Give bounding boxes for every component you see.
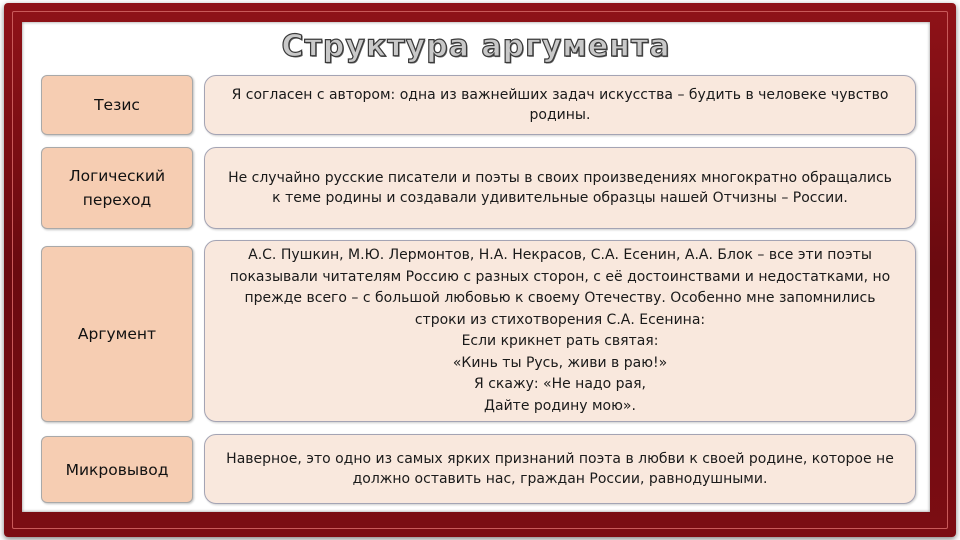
slide-canvas [22,22,930,512]
slide-title: Структура аргумента [281,29,671,64]
poem-line: Если крикнет рать святая: [461,333,659,349]
content-line: строки из стихотворения С.А. Есенина: [414,311,706,328]
row-content-conclusion [204,434,916,504]
poem-line: Я скажу: «Не надо рая, [474,376,646,392]
content-line: должно оставить нас, граждан России, равнодушными. [352,471,768,487]
content-line: Я согласен с автором: одна из важнейших задач искусства – будить в человеке чувство [231,87,889,103]
row-label-text: Аргумент [77,325,157,343]
row-label-argument [41,246,193,422]
row-label-thesis [41,75,193,135]
row-label-text: Логический переход [68,167,166,209]
row-content-transition [204,147,916,229]
content-line: Не случайно русские писатели и поэты в своих произведениях многократно обращались [228,170,892,186]
row-content-thesis [204,75,916,135]
row-label-transition [41,147,193,229]
content-line: прежде всего – с большой любовью к своему Отечеству. Особенно мне запомнились [244,290,876,306]
content-line: А.С. Пушкин, М.Ю. Лермонтов, Н.А. Некрасов, С.А. Есенин, А.А. Блок – все эти поэты [248,247,872,263]
content-line: Наверное, это одно из самых ярких признаний поэта в любви к своей родине, которое не [226,451,894,467]
row-label-text: Тезис [94,96,140,114]
row-content-argument [204,240,916,422]
content-line: показывали читателям Россию с разных сторон, с её достоинствами и недостатками, но [229,268,891,285]
poem-line: Дайте родину мою». [484,397,636,414]
poem-line: «Кинь ты Русь, живи в раю!» [452,354,668,371]
row-label-conclusion [41,436,193,503]
row-label-text: Микровывод [65,460,169,479]
content-line: к теме родины и создавали удивительные образцы нашей Отчизны – России. [272,190,848,206]
content-line: родины. [529,107,591,123]
